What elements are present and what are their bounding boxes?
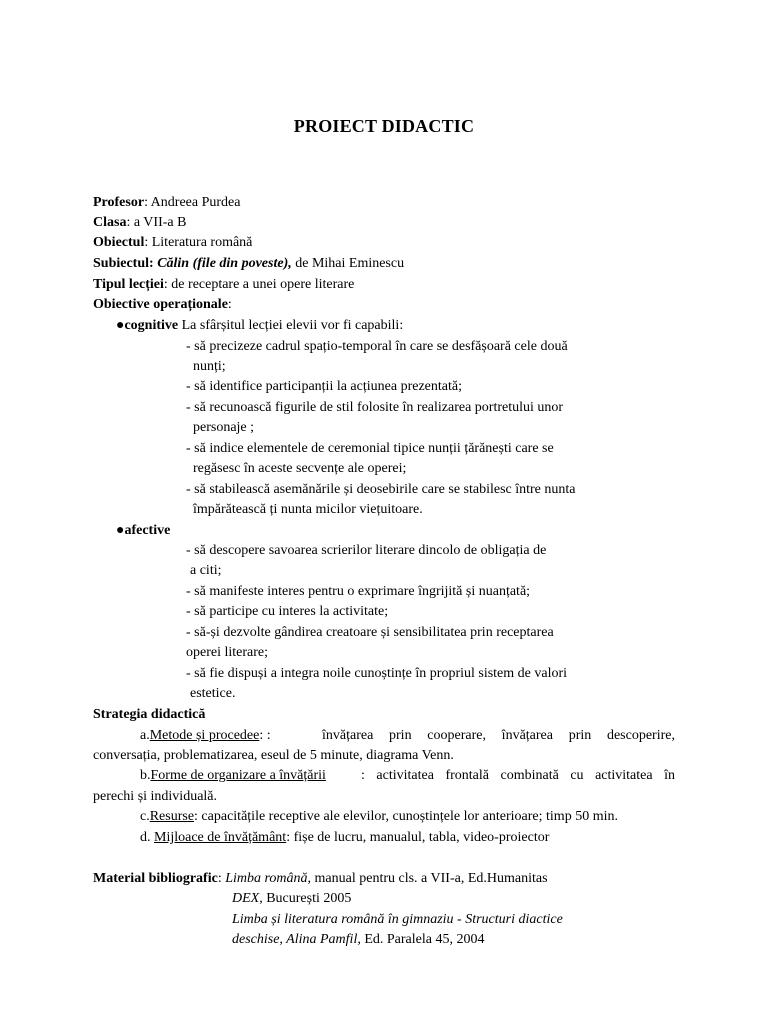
afective-item: - să participe cu interes la activitate; bbox=[186, 604, 389, 619]
metode-text-1: învățarea prin cooperare, învățarea prin descoperire, bbox=[322, 728, 675, 743]
forme-label: Forme de organizare a învățării bbox=[150, 768, 326, 783]
bibliografie-entry-2-title: DEX bbox=[232, 891, 260, 906]
afective-item: a citi; bbox=[190, 563, 222, 578]
clasa-value: : a VII-a B bbox=[126, 215, 187, 230]
obiectul-label: Obiectul bbox=[93, 235, 145, 250]
cognitive-item: personaje ; bbox=[193, 420, 255, 435]
cognitive-item: - să recunoască figurile de stil folosite în realizarea portretului unor bbox=[186, 400, 564, 415]
subiectul-author: de Mihai Eminescu bbox=[291, 256, 405, 271]
bibliografie-entry-1-rest: , manual pentru cls. a VII-a, Ed.Humanitas bbox=[307, 871, 548, 886]
mijloace-text: : fișe de lucru, manualul, tabla, video-proiector bbox=[286, 830, 550, 845]
resurse-line bbox=[140, 807, 618, 827]
forme-prefix: b. bbox=[140, 768, 151, 783]
cognitive-intro: La sfârșitul lecției elevii vor fi capabili: bbox=[178, 318, 404, 333]
cognitive-item: - să identifice participanții la acțiunea prezentată; bbox=[186, 379, 462, 394]
metode-prefix: a. bbox=[140, 728, 150, 743]
bibliografie-entry-4-title: deschise, Alina Pamfil, bbox=[232, 932, 361, 947]
obiective-line bbox=[93, 295, 232, 315]
bullet-icon: ● bbox=[116, 318, 125, 333]
cognitive-item: - să precizeze cadrul spațio-temporal în care se desfășoară cele două bbox=[186, 339, 568, 354]
subiectul-line bbox=[93, 254, 404, 274]
obiective-colon: : bbox=[227, 297, 232, 312]
afective-item: estetice. bbox=[190, 686, 236, 701]
bibliografie-entry-2 bbox=[232, 889, 351, 909]
afective-line bbox=[116, 521, 170, 541]
profesor-label: Profesor bbox=[93, 195, 145, 210]
forme-text-1: : activitatea frontală combinată cu activitatea în bbox=[361, 768, 675, 783]
bibliografie-entry-4-rest: Ed. Paralela 45, 2004 bbox=[360, 932, 485, 947]
obiective-label: Obiective operaționale bbox=[93, 297, 228, 312]
bibliografie-entry-3 bbox=[232, 910, 563, 930]
afective-item: - să descopere savoarea scrierilor literare dincolo de obligația de bbox=[186, 543, 547, 558]
metode-colon: : : bbox=[259, 728, 271, 743]
mijloace-line bbox=[140, 828, 549, 848]
strategia-heading bbox=[93, 705, 205, 725]
afective-item: operei literare; bbox=[186, 645, 269, 660]
tipul-label: Tipul lecției bbox=[93, 277, 164, 292]
page-title: PROIECT DIDACTIC bbox=[293, 116, 475, 136]
subiectul-title: Călin (file din poveste), bbox=[157, 256, 292, 271]
bibliografie-entry-4 bbox=[232, 930, 484, 950]
cognitive-item: nunți; bbox=[193, 359, 226, 374]
tipul-line bbox=[93, 275, 354, 295]
metode-label: Metode și procedee bbox=[149, 728, 260, 743]
metode-line bbox=[140, 726, 271, 746]
mijloace-label: Mijloace de învățământ bbox=[154, 830, 287, 845]
tipul-value: : de receptare a unei opere literare bbox=[163, 277, 355, 292]
cognitive-label: cognitive bbox=[124, 318, 179, 333]
metode-text-2: conversația, problematizarea, eseul de 5 minute, diagrama Venn. bbox=[93, 748, 454, 763]
resurse-text: : capacitățile receptive ale elevilor, cunoștințele lor anterioare; timp 50 min. bbox=[194, 809, 618, 824]
clasa-label: Clasa bbox=[93, 215, 127, 230]
afective-item: - să fie dispuși a integra noile cunoștințe în propriul sistem de valori bbox=[186, 666, 568, 681]
afective-item: - să-și dezvolte gândirea creatoare și sensibilitatea prin receptarea bbox=[186, 625, 554, 640]
resurse-label: Resurse bbox=[149, 809, 195, 824]
bibliografie-label: Material bibliografic bbox=[93, 871, 218, 886]
mijloace-prefix: d. bbox=[140, 830, 154, 845]
afective-item: - să manifeste interes pentru o exprimare îngrijită și nuanțată; bbox=[186, 584, 531, 599]
obiectul-line bbox=[93, 233, 252, 253]
cognitive-line bbox=[116, 316, 403, 336]
profesor-value: : Andreea Purdea bbox=[144, 195, 241, 210]
cognitive-item: - să indice elementele de ceremonial tipice nunții țărănești care se bbox=[186, 441, 554, 456]
resurse-prefix: c. bbox=[140, 809, 150, 824]
bibliografie-colon: : bbox=[217, 871, 226, 886]
cognitive-item: împărătească ți nunta micilor viețuitoare. bbox=[193, 502, 423, 517]
forme-text-2: perechi și individuală. bbox=[93, 789, 218, 804]
profesor-line bbox=[93, 193, 240, 213]
clasa-line bbox=[93, 213, 186, 233]
forme-line bbox=[140, 766, 326, 786]
cognitive-item: regăsesc în aceste secvențe ale operei; bbox=[193, 461, 407, 476]
cognitive-item: - să stabilească asemănările și deosebirile care se stabilesc între nunta bbox=[186, 482, 576, 497]
bibliografie-entry-2-rest: , București 2005 bbox=[259, 891, 352, 906]
bibliografie-entry-3-title: Limba și literatura română în gimnaziu - Structuri diactice bbox=[232, 912, 563, 927]
bibliografie-entry-1-title: Limba română bbox=[225, 871, 308, 886]
bibliografie-line bbox=[93, 869, 548, 889]
strategia-label: Strategia didactică bbox=[93, 707, 206, 722]
obiectul-value: : Literatura română bbox=[144, 235, 253, 250]
bullet-icon: ● bbox=[116, 523, 125, 538]
subiectul-label: Subiectul: bbox=[93, 256, 154, 271]
afective-label: afective bbox=[124, 523, 171, 538]
